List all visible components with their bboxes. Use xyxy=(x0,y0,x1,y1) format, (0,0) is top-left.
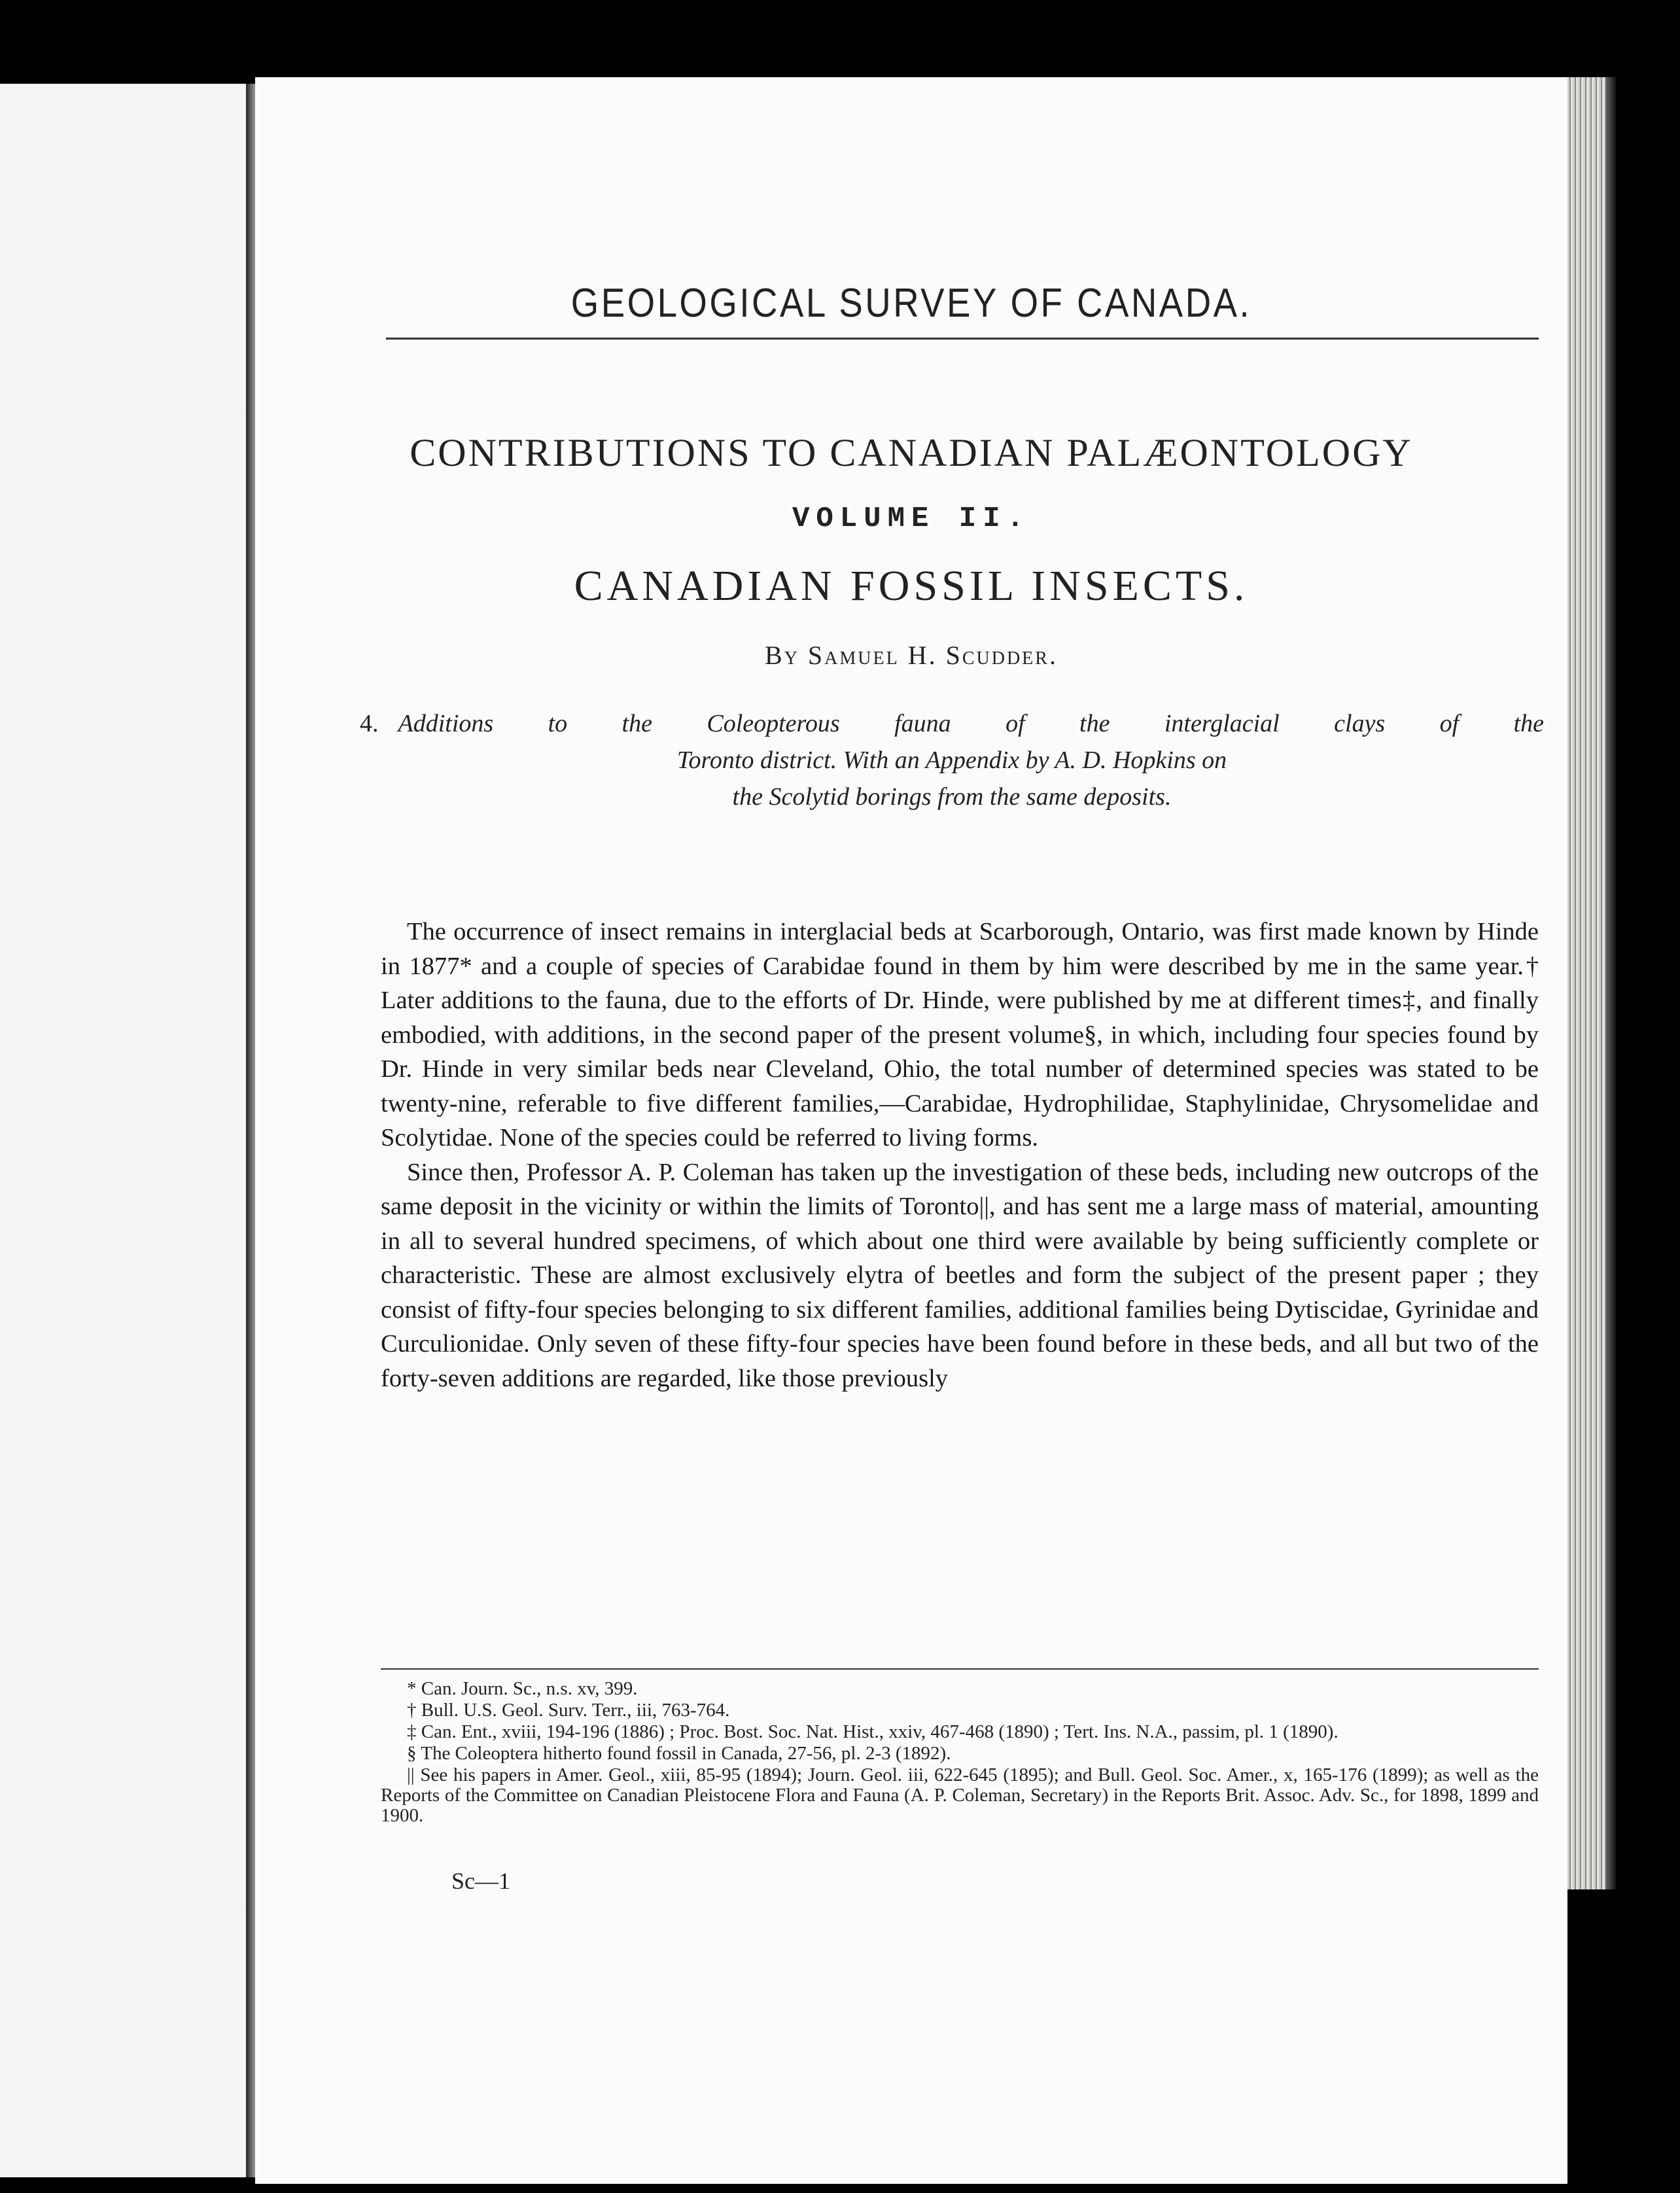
section-line-1-text: Additions to the Coleopterous fauna of the interglacial clays of the xyxy=(398,710,1544,737)
series-title: CONTRIBUTIONS TO CANADIAN PALÆONTOLOGY xyxy=(410,431,1413,474)
section-heading xyxy=(360,705,1544,815)
footnotes xyxy=(381,1679,1539,1827)
footnote-2: † Bull. U.S. Geol. Surv. Terr., iii, 763-764. xyxy=(407,1700,730,1721)
book-page xyxy=(255,77,1567,2184)
footnote-3: ‡ Can. Ent., xviii, 194-196 (1886) ; Proc. Bost. Soc. Nat. Hist., xxiv, 467-468 (1890) ; Tert. Ins. N.A., passim, pl. 1 (1890). xyxy=(407,1721,1339,1742)
article-title: CANADIAN FOSSIL INSECTS. xyxy=(574,562,1249,610)
section-number: 4. xyxy=(360,710,379,737)
footnote-4: § The Coleoptera hitherto found fossil in Canada, 27-56, pl. 2-3 (1892). xyxy=(407,1743,951,1764)
volume-label: VOLUME II. xyxy=(792,502,1031,535)
body-text xyxy=(381,915,1539,1395)
section-line-2: Toronto district. With an Appendix by A. D. Hopkins on xyxy=(676,746,1227,774)
page-edges xyxy=(1567,77,1605,1889)
section-line-3: the Scolytid borings from the same deposits. xyxy=(732,783,1172,811)
page-edges-shadow xyxy=(1605,77,1616,1889)
header-rule xyxy=(386,338,1539,340)
running-header: GEOLOGICAL SURVEY OF CANADA. xyxy=(570,281,1252,326)
paragraph-1: The occurrence of insect remains in interglacial beds at Scarborough, Ontario, was first made known by Hinde in 1877* and a couple of species of Carabidae found in them by him were described by me in the same year.† Later additions to the fauna, due to the efforts of Dr. Hinde, were published by me at different times‡, and finally embodied, with additions, in the second paper of the present volume§, in which, including four species found by Dr. Hinde in very similar beds near Cleveland, Ohio, the total number of determined species was stated to be twenty-nine, referable to five different families,—Carabidae, Hydrophilidae, Staphylinidae, Chrysomelidae and Scolytidae. None of the species could be referred to living forms. xyxy=(381,918,1539,1151)
author-byline: By Samuel H. Scudder. xyxy=(765,640,1058,670)
paragraph-2: Since then, Professor A. P. Coleman has taken up the investigation of these beds, including new outcrops of the same deposit in the vicinity or within the limits of Toronto||, and has sent me a large mass of material, amounting in all to several hundred specimens, of which about one third were available by being sufficiently complete or characteristic. These are almost exclusively elytra of beetles and form the subject of the present paper ; they consist of fifty-four species belonging to six different families, additional families being Dytiscidae, Gyrinidae and Curculionidae. Only seven of these fifty-four species have been found before in these beds, and all but two of the forty-seven additions are regarded, like those previously xyxy=(381,1158,1539,1392)
footnote-rule xyxy=(381,1668,1539,1670)
signature-mark: Sc—1 xyxy=(451,1868,510,1894)
footnote-5: || See his papers in Amer. Geol., xiii, 85-95 (1894); Journ. Geol. iii, 622-645 (1895); and Bull. Geol. Soc. Amer., x, 165-176 (1899); as well as the Reports of the Committee on Canadian Pleistocene Flora and Fauna (A. P. Coleman, Secretary) in the Reports Brit. Assoc. Adv. Sc., for 1898, 1899 and 1900. xyxy=(381,1764,1539,1826)
section-line-1 xyxy=(360,705,1544,742)
footnote-1: * Can. Journ. Sc., n.s. xv, 399. xyxy=(407,1678,638,1699)
book-gutter xyxy=(246,84,255,2177)
left-facing-page xyxy=(0,84,246,2177)
